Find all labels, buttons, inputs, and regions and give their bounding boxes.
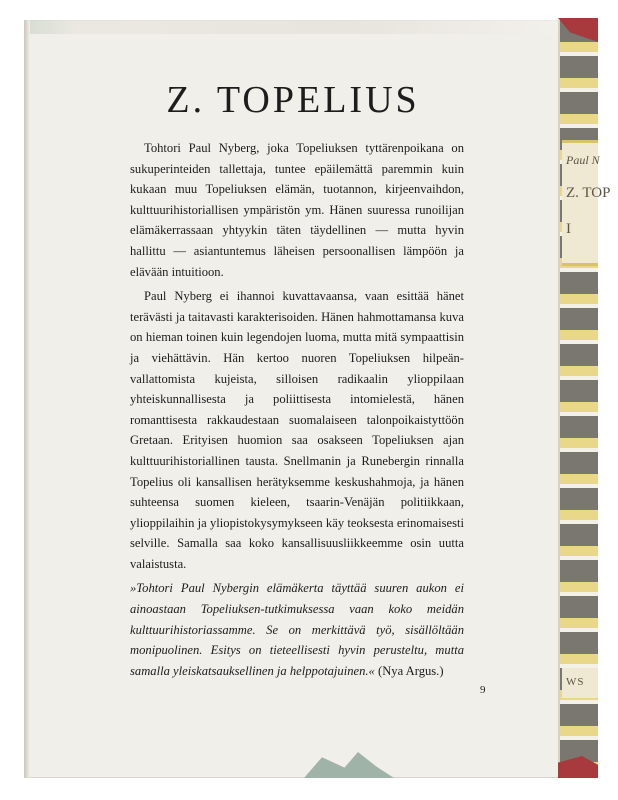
book-spine — [558, 20, 611, 776]
body-text — [130, 138, 464, 681]
spine-title: Z. TOP — [566, 185, 611, 201]
spine-publisher: WS — [566, 676, 585, 688]
paragraph: Tohtori Paul Nyberg, joka Topeliuksen tyttärenpoikana on sukuperinteiden tallettaja, tuntee epäilemättä paremmin kuin kukaan muu Topeliuksen elämän, tuotannon, kirjeenvaihdon, kulttuurihistoriallisen ympäristön ym. Hänen suuressa runoilijan elämäkerrassaan yhtyykin täten täydellinen — mutta hyvin hallittu — asiantuntemus läheisen persoonallisen lämpöön ja elävään intuitioon. — [130, 141, 464, 279]
quote-text: »Tohtori Paul Nybergin elämäkerta täyttää suuren aukon ei ainoastaan Topeliuksen-tutkimuksessa vaan koko meidän kulttuurihistoriassamme. Se on merkittävä työ, sisällöltään monipuolinen. Esitys on tieteellisesti hyvin perusteltu, mutta samalla yleiskatsauksellinen ja helppotajuinen.« — [130, 581, 464, 678]
spine-publisher-label — [562, 668, 598, 698]
spine-red-corner-top — [558, 18, 598, 42]
quote-source: (Nya Argus.) — [378, 663, 444, 678]
page-number: 9 — [480, 684, 486, 696]
spine-red-corner-bottom — [558, 756, 598, 778]
spine-author: Paul N — [566, 153, 600, 167]
cover-edge-left — [24, 20, 30, 778]
page-title: Z. TOPELIUS — [166, 79, 420, 121]
quote-paragraph — [130, 578, 464, 681]
spine-label — [562, 140, 611, 266]
paragraph: Paul Nyberg ei ihannoi kuvattavaansa, vaan esittää hänet terävästi ja taitavasti karakterisoiden. Hänen hahmottamansa kuva on hieman toinen kuin legendojen luoma, mutta mitä sympaattisin ja viehättävin. Hän kertoo nuoren Topeliuksen hilpeän-vallattomista kujeista, silloisen radikaalin ylioppilaan yhteiskunnallisesta ja poliittisesta intomielestä, hänen romanttisesta rakkaudestaan suomalaiseen talonpoikaistyttöön Gretaan. Erityisen huomion saa osakseen Topeliuksen ajan kulttuurihistoriallinen tausta. Snellmanin ja Runebergin rinnalla Topelius oli kansallisen herätyksemme keskushahmoja, ja hänen suhteensa suomen kieleen, tsaarin-Venäjän politiikkaan, ylioppilaihin ja yliopistokysymykseen käy teoksesta erinomaisesti selville. Samalla saa koko kansallisuusliikkeemme osin uutta valaistusta. — [130, 289, 464, 571]
cover-wear-top — [24, 20, 562, 34]
spine-volume: I — [566, 221, 571, 237]
cover-tear-bottom — [304, 752, 394, 778]
